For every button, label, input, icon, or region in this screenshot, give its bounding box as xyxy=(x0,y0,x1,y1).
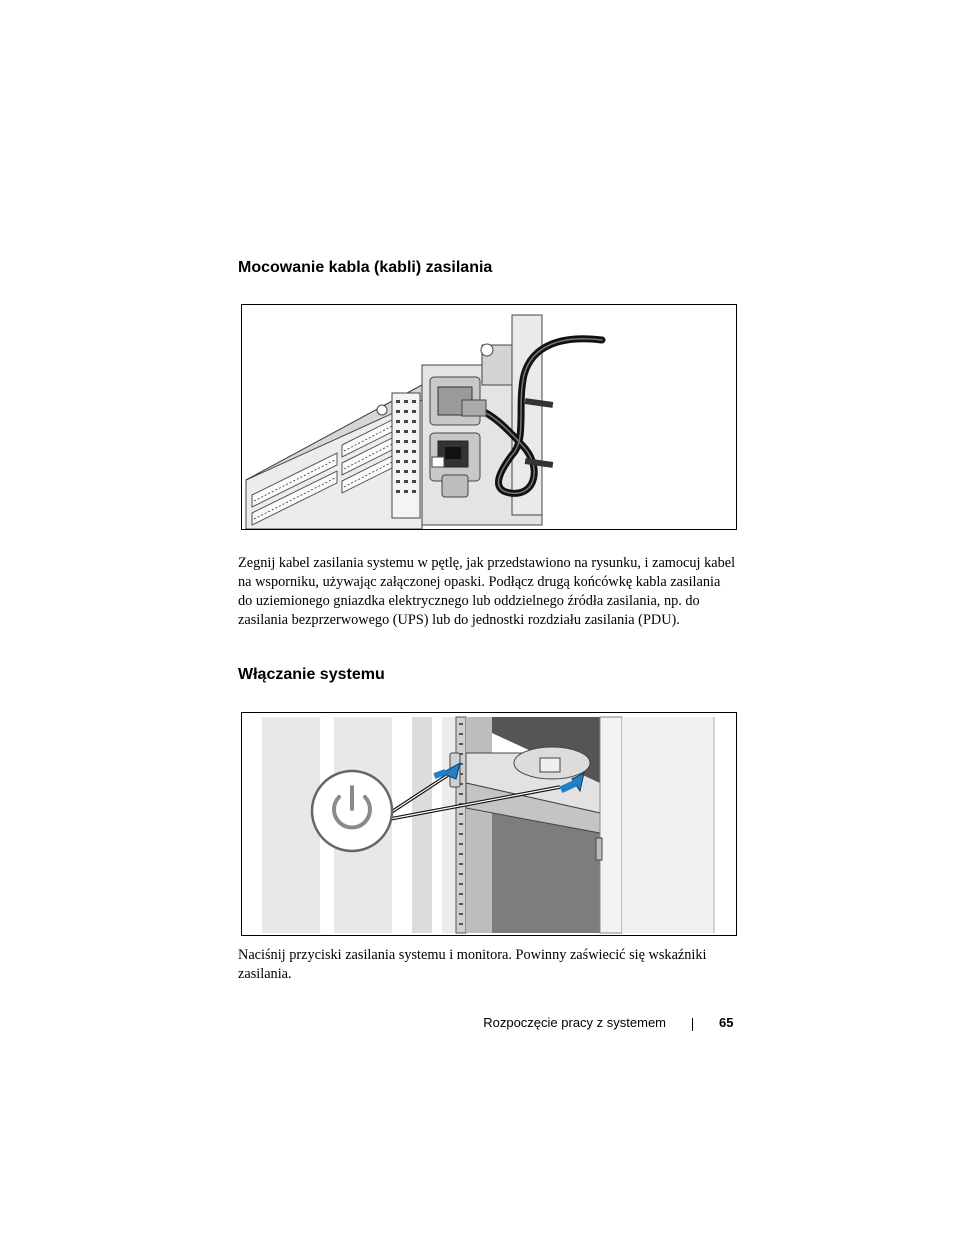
paragraph-power-cable: Zegnij kabel zasilania systemu w pętlę, jak przedstawiono na rysunku, i zamocuj kabel na wsporniku, używając załączonej opaski. Podłącz drugą końcówkę kabla zasilania do uziemionego gniazdka elektrycznego lub oddzielnego źródła zasilania, np. do zasilania bezprzerwowego (UPS) lub do jednostki rozdziału zasilania (PDU). xyxy=(238,555,736,628)
paragraph-power-on: Naciśnij przyciski zasilania systemu i monitora. Powinny zaświecić się wskaźniki zasilania. xyxy=(238,947,707,982)
figure-power-cable-routing xyxy=(241,304,737,530)
footer-section-title: Rozpoczęcie pracy z systemem xyxy=(483,1015,666,1030)
page-number: 65 xyxy=(719,1015,734,1030)
power-icon xyxy=(312,771,392,851)
section-heading-power-cable: Mocowanie kabla (kabli) zasilania xyxy=(238,259,493,276)
figure-power-on xyxy=(241,712,737,936)
footer-separator xyxy=(692,1018,693,1031)
rack-power-button-illustration xyxy=(242,713,736,935)
server-rear-illustration xyxy=(242,305,736,529)
section-heading-power-on: Włączanie systemu xyxy=(238,666,385,683)
